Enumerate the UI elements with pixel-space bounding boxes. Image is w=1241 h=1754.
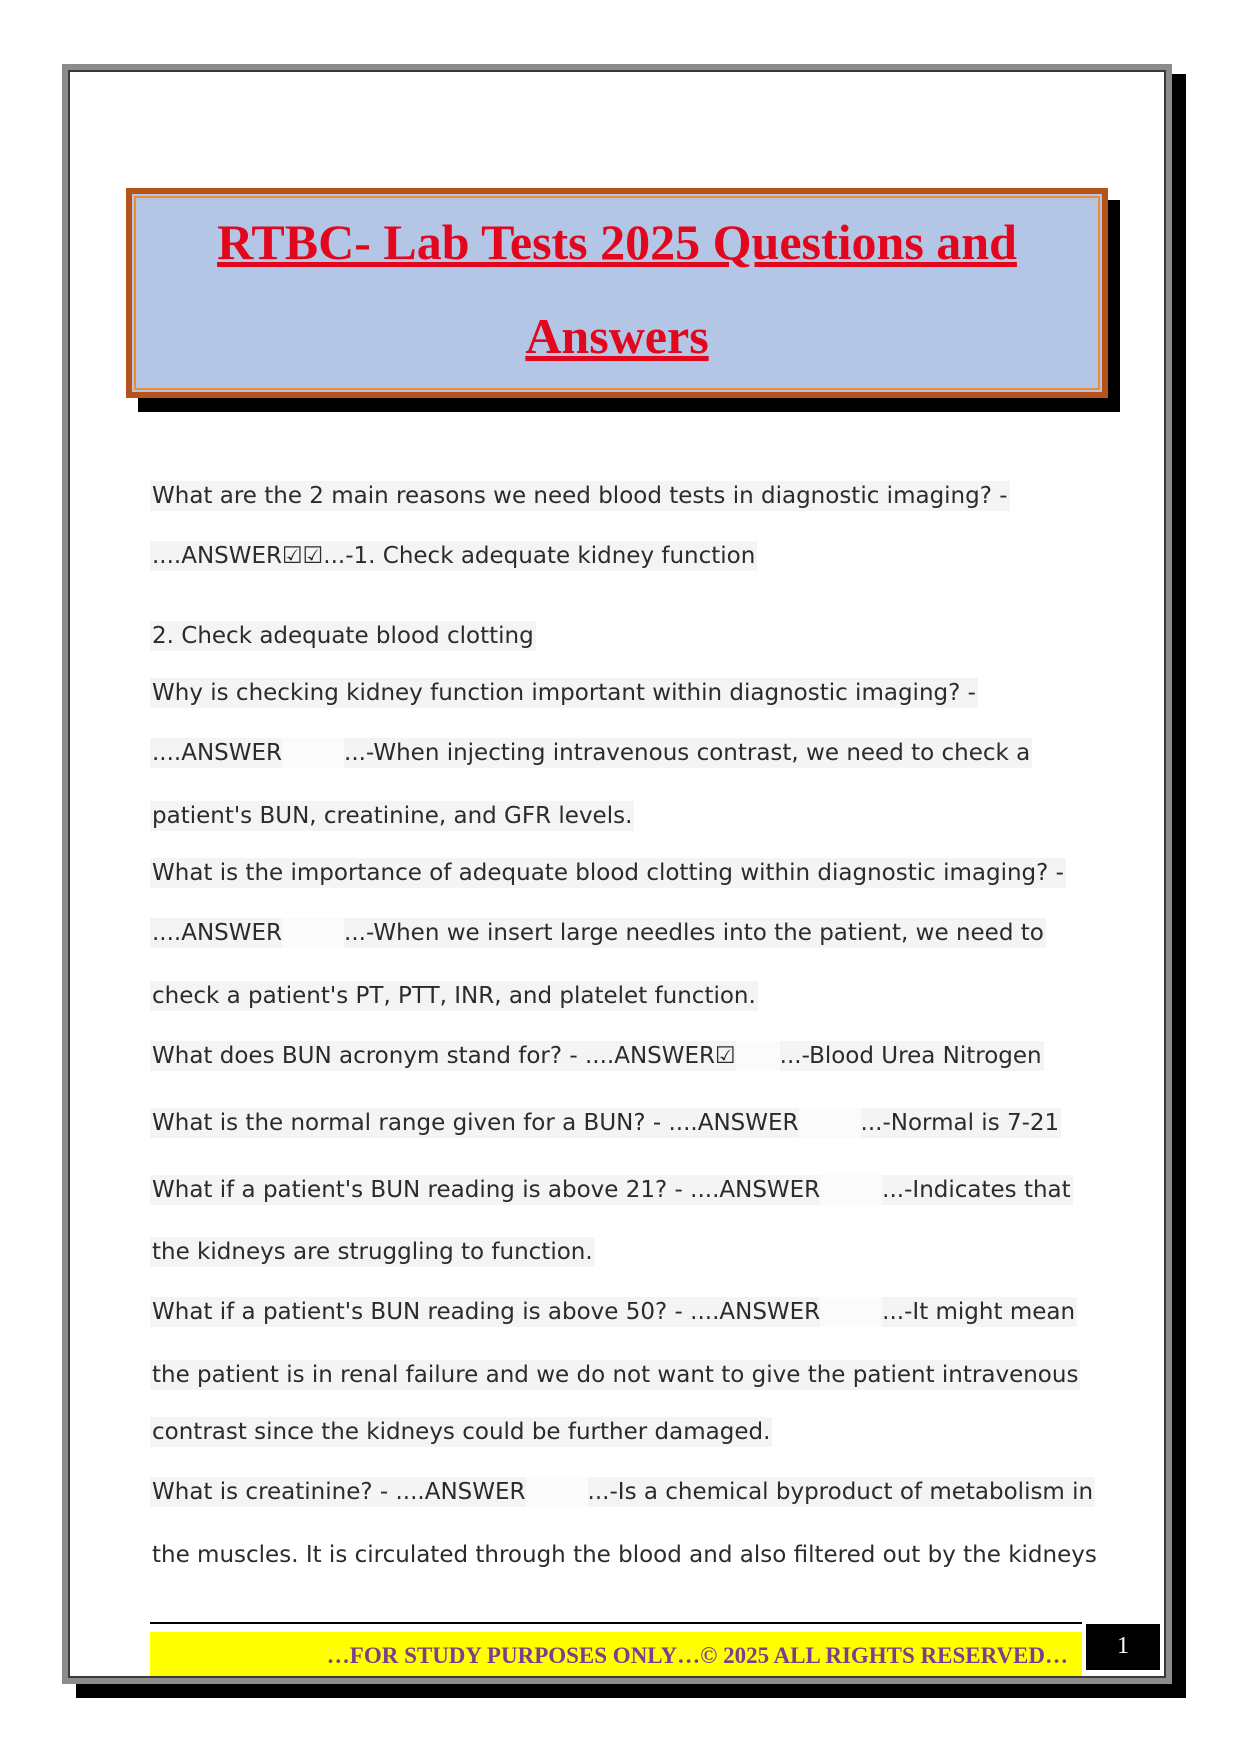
answer-gap (282, 738, 344, 768)
qa-line: 2. Check adequate blood clotting (152, 623, 534, 649)
answer-gap (526, 1477, 588, 1507)
answer-gap (820, 1175, 882, 1205)
footer-rule (150, 1622, 1082, 1624)
document-title-line-1: RTBC- Lab Tests 2025 Questions and (217, 214, 1017, 270)
answer-text: ...-When we insert large needles into the patient, we need to (344, 920, 1044, 946)
qa-line (150, 1175, 1073, 1205)
answer-text: ...-Indicates that (882, 1177, 1071, 1203)
qa-line: Why is checking kidney function important within diagnostic imaging? - (152, 680, 976, 706)
answer-text: ...-Is a chemical byproduct of metabolism in (587, 1479, 1094, 1505)
qa-line (150, 1477, 1095, 1507)
answer-gap (736, 1041, 780, 1071)
qa-line (150, 1108, 1061, 1138)
qa-line (150, 738, 1032, 768)
question-text: What if a patient's BUN reading is above 21? - ....ANSWER (152, 1177, 821, 1203)
title-box (126, 188, 1108, 398)
qa-line: the patient is in renal failure and we do not want to give the patient intravenous (152, 1362, 1079, 1388)
answer-gap (282, 918, 344, 948)
qa-line: the muscles. It is circulated through the blood and also filtered out by the kidneys (152, 1542, 1097, 1568)
qa-line: contrast since the kidneys could be further damaged. (152, 1419, 771, 1445)
answer-text: ...-Normal is 7-21 (860, 1110, 1060, 1136)
answer-gap (820, 1297, 882, 1327)
answer-gap (799, 1108, 861, 1138)
question-text: What does BUN acronym stand for? - ....ANSWER☑ (152, 1043, 736, 1069)
question-text: What is creatinine? - ....ANSWER (152, 1479, 526, 1505)
page-number: 1 (1086, 1624, 1160, 1670)
qa-line (150, 1041, 1044, 1071)
qa-line (150, 918, 1046, 948)
answer-text: ...-It might mean (882, 1299, 1076, 1325)
answer-label: ....ANSWER (152, 920, 283, 946)
document-title-line-2: Answers (525, 308, 709, 364)
qa-line: the kidneys are struggling to function. (152, 1239, 593, 1265)
footer-notice: …FOR STUDY PURPOSES ONLY…© 2025 ALL RIGHTS RESERVED… (150, 1632, 1082, 1676)
qa-line (150, 1297, 1077, 1327)
qa-line: ....ANSWER☑☑...-1. Check adequate kidney function (152, 543, 756, 569)
question-text: What if a patient's BUN reading is above 50? - ....ANSWER (152, 1299, 821, 1325)
answer-label: ....ANSWER (152, 740, 283, 766)
qa-line: What are the 2 main reasons we need blood tests in diagnostic imaging? - (152, 483, 1008, 509)
answer-text: ...-Blood Urea Nitrogen (779, 1043, 1042, 1069)
question-text: What is the normal range given for a BUN? - ....ANSWER (152, 1110, 799, 1136)
answer-text: ...-When injecting intravenous contrast, we need to check a (344, 740, 1031, 766)
qa-line: What is the importance of adequate blood clotting within diagnostic imaging? - (152, 860, 1064, 886)
qa-line: check a patient's PT, PTT, INR, and platelet function. (152, 983, 756, 1009)
qa-line: patient's BUN, creatinine, and GFR levels. (152, 803, 633, 829)
